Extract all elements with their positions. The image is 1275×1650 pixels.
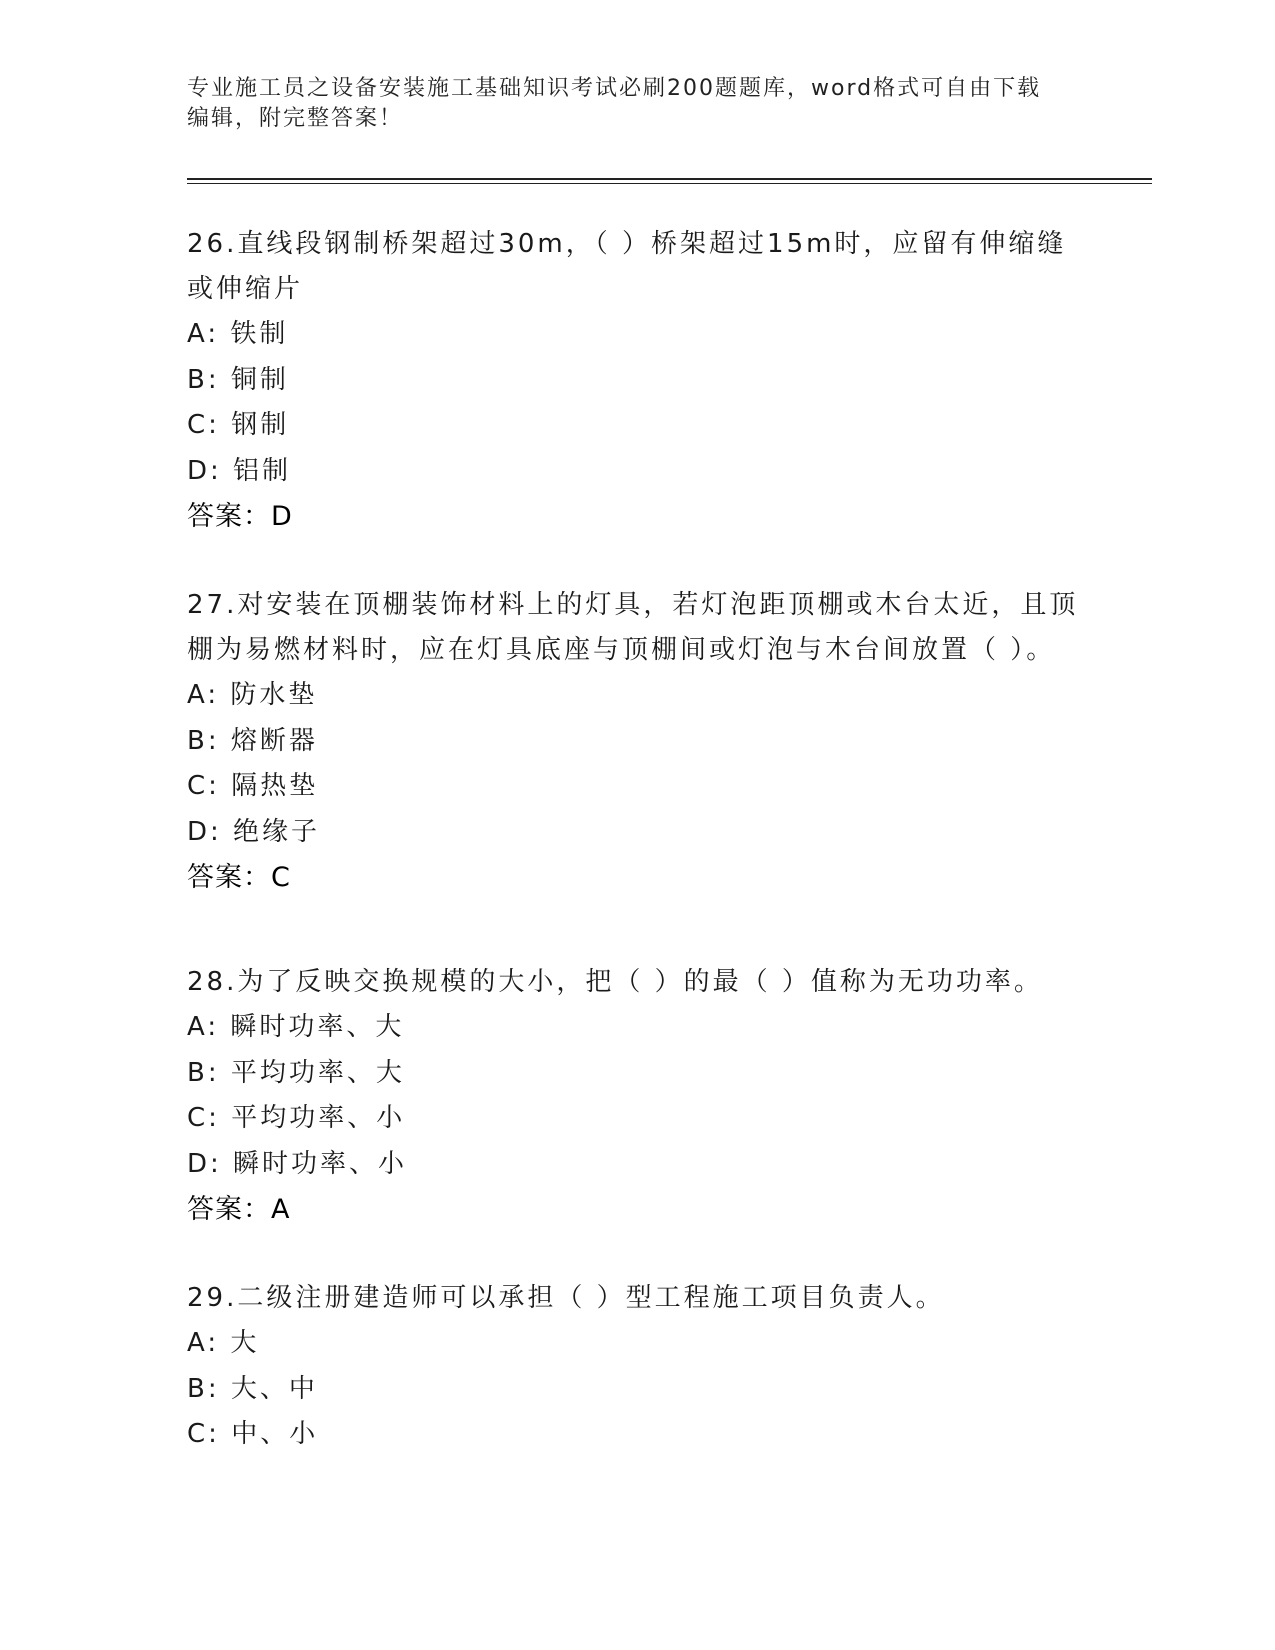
option-label: C: [187,1103,220,1133]
option-b [187,1051,1087,1097]
option-label: B: [187,1373,220,1404]
option-label: A: [187,1012,220,1042]
question-text: 28.为了反映交换规模的大小，把（ ）的最（ ）值称为无功功率。 [187,967,1043,997]
option-label: D: [187,1148,222,1179]
option-d [187,810,1087,856]
option-c [187,1412,1087,1458]
option-label: D: [187,816,222,847]
option-label: B: [187,1057,220,1088]
answer: 答案：A [187,1194,291,1225]
option-c [187,403,1087,449]
option-label: B: [187,725,220,756]
option-text: 铁制 [230,319,289,349]
option-text: 瞬时功率、小 [233,1148,408,1179]
option-b [187,719,1087,765]
option-b [187,358,1087,404]
option-text: 熔断器 [230,725,318,756]
option-text: 大、中 [230,1373,318,1404]
option-text: 平均功率、小 [231,1103,406,1133]
option-text: 铝制 [233,455,292,486]
option-text: 平均功率、大 [230,1057,405,1088]
option-text: 瞬时功率、大 [230,1012,405,1042]
option-a [187,312,1087,358]
question-text: 29.二级注册建造师可以承担（ ）型工程施工项目负责人。 [187,1283,945,1313]
option-label: A: [187,680,220,710]
option-label: B: [187,364,220,395]
option-label: D: [187,455,222,486]
option-d [187,1142,1087,1188]
header-divider [187,178,1152,184]
option-label: C: [187,410,220,440]
question-text: 27.对安装在顶棚装饰材料上的灯具，若灯泡距顶棚或木台太近，且顶棚为易燃材料时，应在灯具底座与顶棚间或灯泡与木台间放置（ ）。 [187,590,1079,665]
document-header [187,74,1087,134]
option-b [187,1367,1087,1413]
option-text: 钢制 [231,410,290,440]
option-text: 隔热垫 [231,771,319,801]
answer: 答案：C [187,862,291,893]
header-line-2: 编辑，附完整答案！ [187,106,404,131]
option-text: 防水垫 [230,680,318,710]
question-27 [187,583,1087,901]
option-a [187,1321,1087,1367]
option-a [187,1005,1087,1051]
option-text: 绝缘子 [233,816,321,847]
option-a [187,673,1087,719]
question-28 [187,960,1087,1233]
question-26 [187,222,1087,540]
option-label: C: [187,771,220,801]
option-text: 中、小 [231,1419,319,1449]
option-text: 铜制 [230,364,289,395]
option-d [187,449,1087,495]
option-text: 大 [230,1328,260,1358]
header-line-1: 专业施工员之设备安装施工基础知识考试必刷200题题库，word格式可自由下载 [187,76,1042,101]
option-label: A: [187,1328,220,1358]
question-text: 26.直线段钢制桥架超过30m，（ ）桥架超过15m时，应留有伸缩缝或伸缩片 [187,229,1067,304]
option-c [187,1096,1087,1142]
option-label: C: [187,1419,220,1449]
question-29 [187,1276,1087,1458]
option-c [187,764,1087,810]
option-label: A: [187,319,220,349]
answer: 答案：D [187,501,293,532]
